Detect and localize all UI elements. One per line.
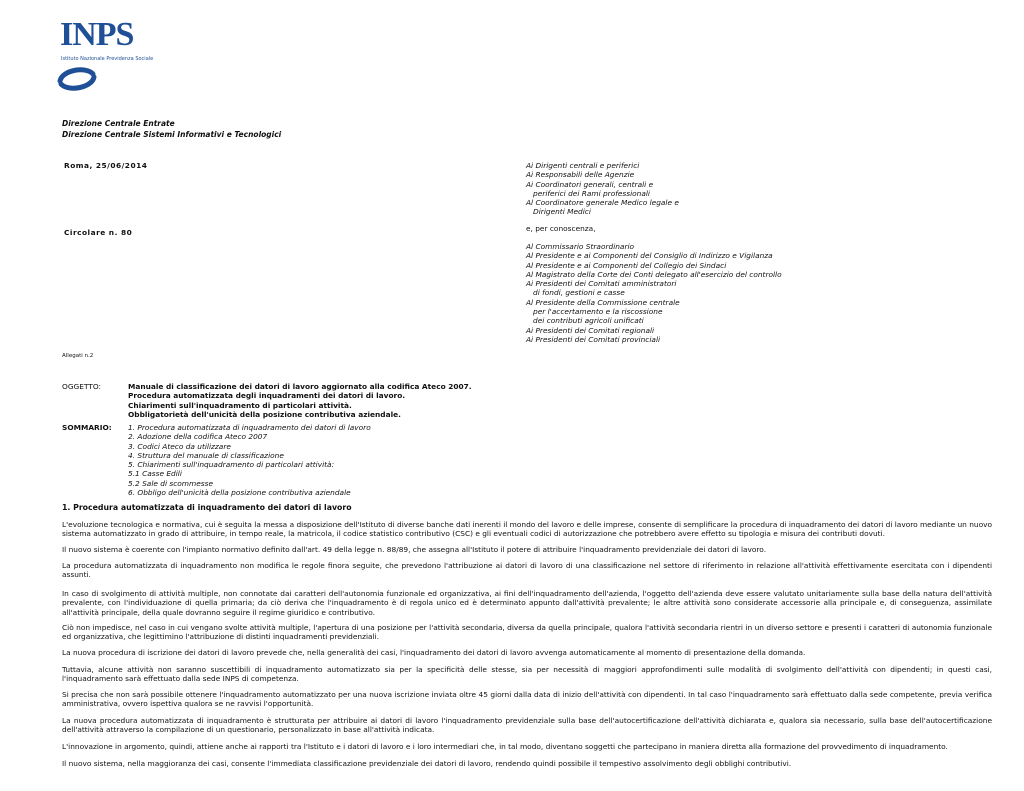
- recipient-cc: Al Commissario Straordinario: [526, 242, 635, 251]
- paragraph: Tuttavia, alcune attività non saranno suscettibili di inquadramento automatizzato sia per la specificità delle stesse, sia per necessità di maggiori approfondimenti sulle modalità di svolgimento dell'attività con dipendenti; in questi casi, l'inquadramento sarà effettuato dalla sede INPS di competenza.: [62, 665, 992, 684]
- recipient-cc: Al Presidente e ai Componenti del Collegio dei Sindaci: [526, 260, 727, 270]
- recipients-list: [526, 161, 679, 217]
- recipient-cc: di fondi, gestioni e casse: [526, 288, 625, 298]
- recipient-cc: Al Presidente della Commissione centrale: [526, 297, 680, 307]
- recipient: periferici dei Rami professionali: [526, 188, 650, 198]
- paragraph: La nuova procedura automatizzata di inquadramento è strutturata per attribuire ai datori di lavoro l'inquadramento previdenziale sulla base dell'autocertificazione dell'attività dichiarata e, qualora sia necessario, sulla base dell'autocertificazione dell'attività attraverso la compilazione di un questionario, personalizzato in base all'attività indicata.: [62, 716, 992, 735]
- recipient: Ai Dirigenti centrali e periferici: [526, 161, 640, 170]
- per-conoscenza: e, per conoscenza,: [526, 224, 596, 233]
- sommario-item: 1. Procedura automatizzata di inquadramento dei datori di lavoro: [128, 423, 371, 432]
- recipient-cc: Al Magistrato della Corte dei Conti delegato all'esercizio del controllo: [526, 269, 782, 279]
- paragraph: La procedura automatizzata di inquadramento non modifica le regole finora seguite, che prevedono l'attribuzione ai datori di lavoro di una classificazione nel settore di riferimento in relazione all'attività effettivamente esercitata con i dipendenti assunti.: [62, 561, 992, 580]
- recipient-cc: Ai Presidenti dei Comitati regionali: [526, 325, 655, 335]
- oggetto-line: Obbligatorietà dell'unicità della posizione contributiva aziendale.: [128, 409, 401, 419]
- sommario-item: 5.2 Sale di scommesse: [128, 478, 213, 488]
- inps-logo-subtitle: Istituto Nazionale Previdenza Sociale: [61, 56, 154, 62]
- inps-logo-icon: [56, 66, 98, 92]
- sommario-label: SOMMARIO:: [62, 423, 112, 432]
- recipient: Al Coordinatore generale Medico legale e: [526, 198, 679, 208]
- inps-logo-text: INPS: [60, 16, 134, 53]
- sommario-list: [128, 423, 371, 497]
- paragraph: Si precisa che non sarà possibile ottenere l'inquadramento automatizzato per una nuova iscrizione inviata oltre 45 giorni dalla data di inizio dell'attività con dipendenti. In tal caso l'inquadramento sarà effettuato dalla sede competente, previa verifica amministrativa, ovvero ispettiva qualora se ne ravvisi l'opportunità.: [62, 690, 992, 709]
- circolare-number: Circolare n. 80: [64, 228, 133, 237]
- recipient-cc: Ai Presidenti dei Comitati amministratori: [526, 279, 677, 289]
- sommario-item: 3. Codici Ateco da utilizzare: [128, 441, 231, 451]
- oggetto-block: [128, 382, 472, 419]
- recipient-cc: dei contributi agricoli unificati: [526, 316, 644, 326]
- section-title: 1. Procedura automatizzata di inquadramento dei datori di lavoro: [62, 503, 352, 512]
- recipient-cc: Al Presidente e ai Componenti del Consiglio di Indirizzo e Vigilanza: [526, 251, 773, 261]
- recipient-cc: Ai Presidenti dei Comitati provinciali: [526, 334, 661, 344]
- recipient: Dirigenti Medici: [526, 207, 591, 217]
- sommario-item: 5.1 Casse Edili: [128, 469, 182, 479]
- recipient-cc: per l'accertamento e la riscossione: [526, 307, 663, 317]
- allegati-note: Allegati n.2: [62, 353, 94, 359]
- paragraph: Ciò non impedisce, nel caso in cui vengano svolte attività multiple, l'apertura di una posizione per l'attività secondaria, diversa da quella principale, qualora l'attività secondaria rientri in un diverso settore e presenti i caratteri di autonomia funzionale ed organizzativa, che legittimino l'attribuzione di distinti inquadramenti previdenziali.: [62, 623, 992, 642]
- department-sistemi: Direzione Centrale Sistemi Informativi e Tecnologici: [62, 130, 282, 139]
- recipient: Ai Responsabili delle Agenzie: [526, 170, 635, 180]
- sommario-item: 6. Obbligo dell'unicità della posizione contributiva aziendale: [128, 488, 351, 498]
- paragraph: Il nuovo sistema è coerente con l'impianto normativo definito dall'art. 49 della legge n. 88/89, che assegna all'Istituto il potere di attribuire l'inquadramento previdenziale dei datori di lavoro.: [62, 545, 767, 554]
- oggetto-line: Chiarimenti sull'inquadramento di particolari attività.: [128, 400, 352, 410]
- document-date: Roma, 25/06/2014: [64, 161, 148, 170]
- paragraph: In caso di svolgimento di attività multiple, non connotate dai caratteri dell'autonomia funzionale ed organizzativa, ai fini dell'inquadramento dell'azienda, l'oggetto dell'azienda deve essere valutato unitariamente sulla base della natura dell'attività prevalente, con l'individuazione di quella primaria; da ciò deriva che l'inquadramento è di regola unico ed è determinato appunto dall'attività prevalente; le altre attività sono considerate accessorie alla principale e, di conseguenza, assimilate all'attività principale, della quale dovranno seguire il regime giuridico e contributivo.: [62, 589, 992, 617]
- department-entrate: Direzione Centrale Entrate: [62, 119, 175, 128]
- sommario-item: 2. Adozione della codifica Ateco 2007: [128, 432, 268, 442]
- recipient: Ai Coordinatori generali, centrali e: [526, 179, 654, 189]
- paragraph: La nuova procedura di iscrizione dei datori di lavoro prevede che, nella generalità dei casi, l'inquadramento dei datori di lavoro avvenga automaticamente al momento di presentazione della domanda.: [62, 648, 806, 657]
- sommario-item: 5. Chiarimenti sull'inquadramento di particolari attività:: [128, 460, 335, 470]
- paragraph: L'innovazione in argomento, quindi, attiene anche ai rapporti tra l'Istituto e i datori di lavoro e i loro intermediari che, in tal modo, diventano soggetti che partecipano in maniera diretta alla formazione del provvedimento di inquadramento.: [62, 742, 948, 751]
- recipients-cc-list: [526, 242, 782, 344]
- sommario-item: 4. Struttura del manuale di classificazione: [128, 450, 284, 460]
- oggetto-label: OGGETTO:: [62, 382, 102, 391]
- paragraph: L'evoluzione tecnologica e normativa, cui è seguita la messa a disposizione dell'Istituto di diverse banche dati inerenti il mondo del lavoro e delle imprese, consente di semplificare la procedura di inquadramento dei datori di lavoro mediante un nuovo sistema automatizzato in grado di attribuire, in tempo reale, la matricola, il codice statistico contributivo (CSC) e gli eventuali codici di autorizzazione che potrebbero avere effetto su tipologia e misura dei contributi dovuti.: [62, 520, 992, 539]
- oggetto-line: Procedura automatizzata degli inquadramenti dei datori di lavoro.: [128, 391, 406, 401]
- paragraph: Il nuovo sistema, nella maggioranza dei casi, consente l'immediata classificazione previdenziale dei datori di lavoro, rendendo quindi possibile il tempestivo assolvimento degli obblighi contributivi.: [62, 759, 792, 768]
- oggetto-line: Manuale di classificazione dei datori di lavoro aggiornato alla codifica Ateco 2007.: [128, 382, 472, 391]
